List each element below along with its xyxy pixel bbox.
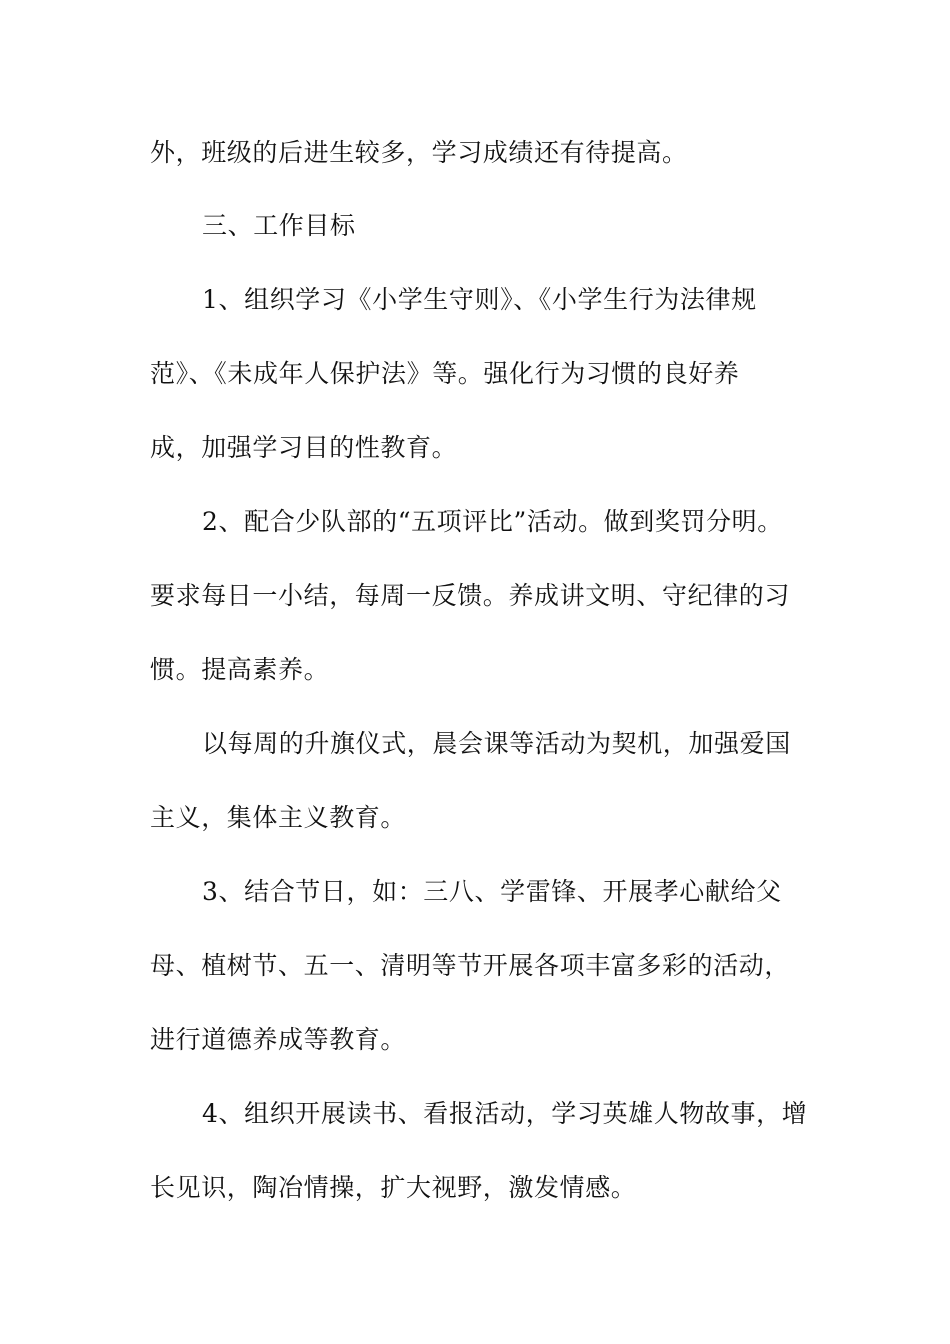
paragraph-line-6: 2、配合少队部的“五项评比”活动。做到奖罚分明。 [202, 507, 783, 536]
paragraph-line-4: 范》、《未成年人保护法》等。强化行为习惯的良好养 [150, 359, 740, 388]
paragraph-line-14: 4、组织开展读书、看报活动，学习英雄人物故事，增 [202, 1099, 808, 1128]
paragraph-line-9: 以每周的升旗仪式，晨会课等活动为契机，加强爱国 [202, 729, 791, 758]
paragraph-line-12: 母、植树节、五一、清明等节开展各项丰富多彩的活动， [150, 951, 791, 980]
paragraph-line-3: 1、组织学习《小学生守则》、《小学生行为法律规 [202, 285, 757, 314]
paragraph-line-13: 进行道德养成等教育。 [150, 1025, 407, 1054]
paragraph-line-1: 外，班级的后进生较多，学习成绩还有待提高。 [150, 138, 688, 167]
paragraph-line-7: 要求每日一小结，每周一反馈。养成讲文明、守纪律的习 [150, 581, 791, 610]
paragraph-line-11: 3、结合节日，如：三八、学雷锋、开展孝心献给父 [202, 877, 782, 906]
paragraph-line-10: 主义，集体主义教育。 [150, 803, 407, 832]
paragraph-line-5: 成，加强学习目的性教育。 [150, 433, 458, 462]
paragraph-line-15: 长见识，陶冶情操，扩大视野，激发情感。 [150, 1173, 637, 1202]
paragraph-line-8: 惯。提高素养。 [150, 655, 330, 684]
section-heading-work-goals: 三、工作目标 [202, 211, 356, 240]
